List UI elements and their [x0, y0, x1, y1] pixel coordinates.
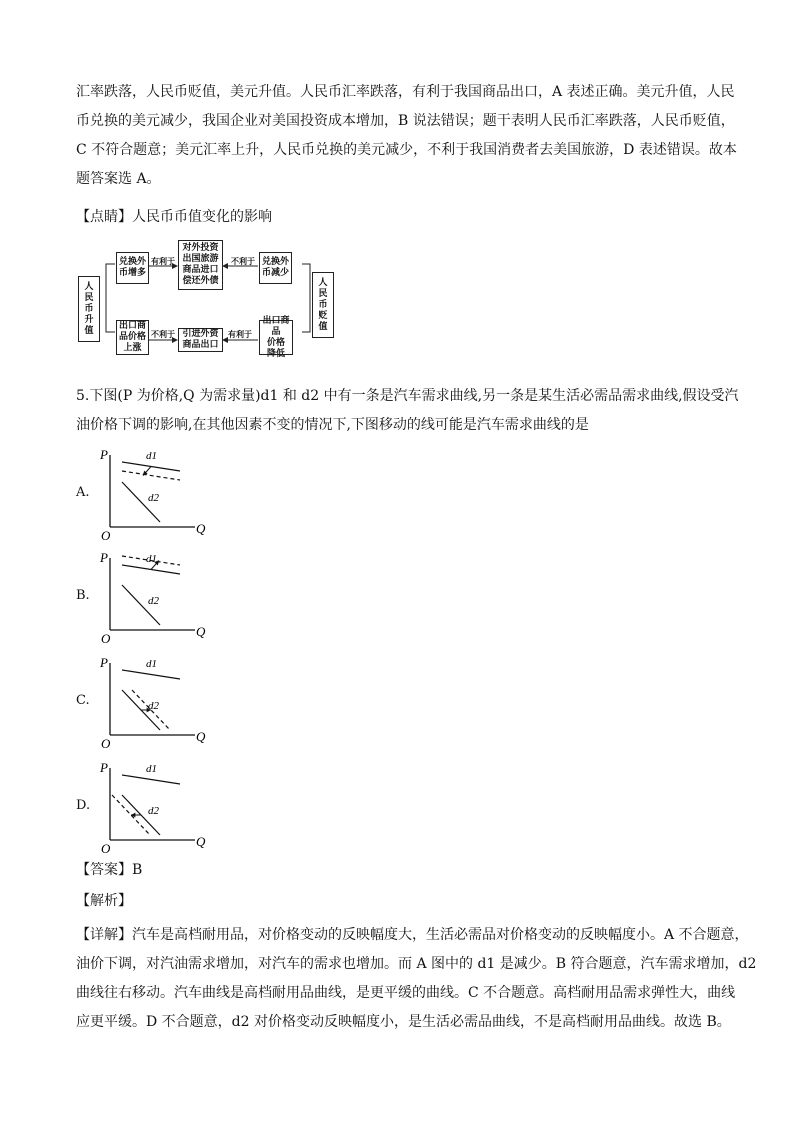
export-price-rise-box: 出口商 品价格 上涨	[116, 320, 149, 355]
curve-d1-label: d1	[146, 450, 157, 462]
exchange-more-box: 兑换外 币增多	[116, 252, 149, 284]
demand-graph-svg	[100, 550, 210, 645]
q-axis-label: Q	[196, 521, 206, 536]
intro-line: 币兑换的美元减少，我国企业对美国投资成本增加，B 说法错误；题干表明人民币汇率跌落，人民币贬值，	[76, 113, 735, 129]
demand-graph	[100, 655, 210, 754]
demand-graph	[100, 447, 210, 546]
q-axis-label: Q	[196, 729, 206, 744]
question-line: 油价格下调的影响,在其他因素不变的情况下,下图移动的线可能是汽车需求曲线的是	[76, 417, 589, 433]
analysis-line: 油价下调，对汽油需求增加，对汽车的需求也增加。而 A 图中的 d1 是减少。B 符合题意，汽车需求增加，d2	[76, 956, 757, 972]
origin-label: O	[101, 528, 111, 542]
curve-d1-label: d1	[146, 553, 157, 565]
curve-d2-label: d2	[148, 805, 159, 817]
curve-d2-label: d2	[148, 700, 159, 712]
option-label[interactable]: C.	[76, 693, 90, 708]
curve-d1-label: d1	[146, 763, 157, 775]
demand-graph-svg	[100, 655, 210, 750]
demand-graph-svg	[100, 447, 210, 542]
intro-line: 汇率跌落，人民币贬值，美元升值。人民币汇率跌落，有利于我国商品出口，A 表述正确。美元升值，人民	[76, 84, 735, 100]
label-unfavorable: 不利于	[231, 257, 255, 266]
option-label[interactable]: D.	[76, 798, 91, 813]
answer-line: 【答案】B	[76, 862, 143, 878]
analysis-line: 【详解】汽车是高档耐用品，对价格变动的反映幅度大，生活必需品对价格变动的反映幅度小。A 不合题意，	[76, 927, 749, 943]
q-axis-label: Q	[196, 624, 206, 639]
origin-label: O	[101, 631, 111, 645]
p-axis-label: P	[100, 760, 108, 775]
curve-d1-label: d1	[146, 658, 157, 670]
curve-d1	[122, 775, 180, 784]
outbound-activities-box: 对外投资 出国旅游 商品进口 偿还外债	[178, 240, 223, 290]
question-text	[76, 382, 739, 440]
question-line: 5.下图(P 为价格,Q 为需求量)d1 和 d2 中有一条是汽车需求曲线,另一条是某生活必需品需求曲线,假设受汽	[76, 388, 739, 404]
intro-paragraph	[76, 78, 737, 194]
analysis-heading: 【解析】	[76, 893, 132, 909]
rmb-depreciate-box: 人 民 币 贬 值	[312, 272, 334, 338]
label-beneficial: 有利于	[228, 330, 252, 339]
rmb-appreciate-box: 人 民 币 升 值	[78, 276, 100, 342]
export-price-drop-box: 出口商品 价格 降低	[259, 320, 293, 355]
foreign-investment-export-box: 引进外资 商品出口	[178, 328, 223, 352]
exchange-less-box: 兑换外 币减少	[259, 252, 292, 284]
tip-heading: 【点睛】人民币币值变化的影响	[76, 209, 272, 225]
demand-graph-svg	[100, 760, 210, 855]
origin-label: O	[101, 841, 111, 855]
q-axis-label: Q	[196, 834, 206, 849]
origin-label: O	[101, 736, 111, 750]
option-label[interactable]: A.	[76, 485, 90, 500]
label-unfavorable: 不利于	[151, 330, 175, 339]
p-axis-label: P	[100, 447, 108, 462]
curve-d1	[122, 670, 180, 679]
p-axis-label: P	[100, 550, 108, 565]
shifted-curve	[122, 471, 180, 480]
intro-line: 题答案选 A。	[76, 171, 161, 187]
curve-d2-label: d2	[148, 595, 159, 607]
label-beneficial: 有利于	[151, 257, 175, 266]
demand-graph	[100, 550, 210, 649]
demand-graph	[100, 760, 210, 859]
curve-d2-label: d2	[148, 492, 159, 504]
analysis-line: 应更平缓。D 不合题意，d2 对价格变动反映幅度小，是生活必需品曲线，不是高档耐用品曲线。故选 B。	[76, 1014, 731, 1030]
intro-line: C 不符合题意；美元汇率上升，人民币兑换的美元减少，不利于我国消费者去美国旅游，D 表述错误。故本	[76, 142, 737, 158]
analysis-line: 曲线往右移动。汽车曲线是高档耐用品曲线，是更平缓的曲线。C 不合题意。高档耐用品需求弹性大，曲线	[76, 985, 736, 1001]
rmb-value-diagram	[78, 240, 338, 359]
p-axis-label: P	[100, 655, 108, 670]
analysis-paragraph	[76, 921, 757, 1037]
option-label[interactable]: B.	[76, 588, 90, 603]
